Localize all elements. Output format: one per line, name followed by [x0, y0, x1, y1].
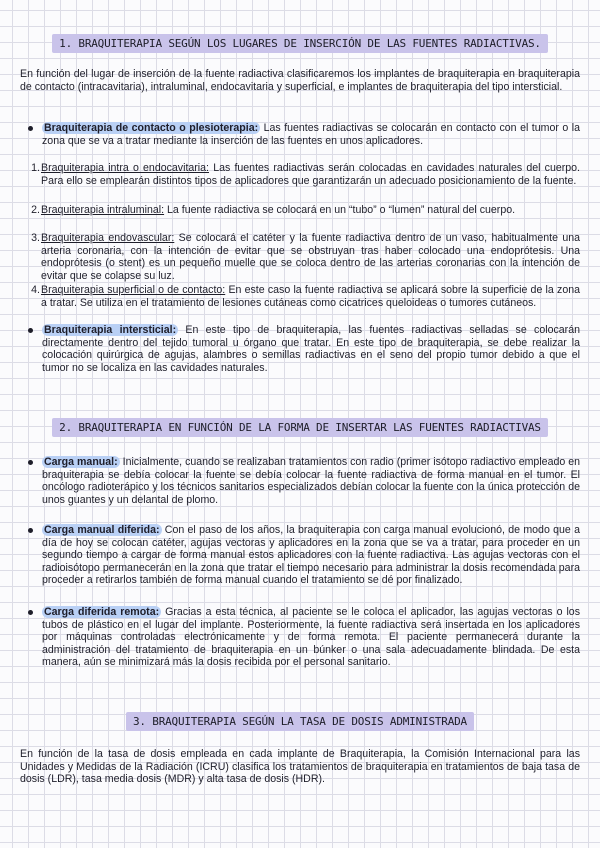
text-manual-afterloading: Con el paso de los años, la braquiterapia con carga manual evolucionó, de modo que a día de hoy se colocan catéter, agujas vectoras y aplicadores en la zona que se va a tratar, para proceder en un segundo tiempo a cargar de forma manual estos aplicadores con la fuente radiactiva. Las agujas vectoras con el radioisótopo permanecerán en la zona que tratar el tiempo necesario para administrar la dosis recomendada para proceder a retirarlos también de forma manual cuando el tratamiento se dé por finalizado.: [42, 524, 580, 587]
term-interstitial: Braquiterapia intersticial:: [44, 324, 177, 336]
term-remote-afterloading: Carga diferida remota:: [44, 606, 160, 618]
bullet-dot: [28, 528, 33, 533]
bullet-dot: [28, 328, 33, 333]
section-1-intro: En función del lugar de inserción de la fuente radiactiva clasificaremos los implantes de braquiterapia en braquiterapia de contacto (intracavitaria), intraluminal, endocavitaria y superficial, e implantes de braquiterapia del tipo intersticial.: [20, 68, 580, 93]
bullet-dot: [28, 126, 33, 131]
numbered-item-1: [20, 162, 580, 187]
item-number: 4.: [31, 284, 40, 296]
text-endovascular: Se colocará el catéter y la fuente radiactiva dentro de un vaso, habitualmente una arteria coronaria, con la intención de evitar que se obstruyan tras haber colocado una endoprótesis. Una endoprótesis (o stent) es un pequeño muelle que se coloca dentro de las arterias coronarias con la intención de evitar que se colapse su luz.: [41, 232, 581, 282]
section-3-heading-text: 3. BRAQUITERAPIA SEGÚN LA TASA DE DOSIS ADMINISTRADA: [126, 712, 474, 731]
text-intraluminal: La fuente radiactiva se colocará en un “tubo” o “lumen” natural del cuerpo.: [164, 204, 516, 216]
item-number: 3.: [31, 232, 40, 244]
text-superficial: En este caso la fuente radiactiva se aplicará sobre la superficie de la zona a tratar. Se utiliza en el tratamiento de lesiones cutáneas como cicatrices queloideas o tumores cutáneos.: [41, 284, 580, 309]
term-contact: Braquiterapia de contacto o plesioterapia:: [44, 122, 259, 134]
bullet-interstitial-brachytherapy: [20, 324, 580, 374]
section-1-heading-text: 1. BRAQUITERAPIA SEGÚN LOS LUGARES DE INSERCIÓN DE LAS FUENTES RADIACTIVAS.: [52, 34, 548, 53]
text-intracavitary: Las fuentes radiactivas serán colocadas en cavidades naturales del cuerpo. Para ello se emplearán distintos tipos de aplicadores que garantizarán un adecuado posicionamiento de la fuente.: [41, 162, 580, 187]
term-manual-afterloading: Carga manual diferida:: [44, 524, 160, 536]
section-3-heading: [0, 712, 600, 731]
term-endovascular: Braquiterapia endovascular:: [41, 232, 175, 244]
bullet-contact-brachytherapy: [20, 122, 580, 147]
section-2-heading: [0, 418, 600, 437]
bullet-dot: [28, 610, 33, 615]
text-contact: Las fuentes radiactivas se colocarán en contacto con el tumor o la zona que se va a tratar mediante la inserción de las fuentes en unos aplicadores.: [42, 122, 581, 147]
item-number: 2.: [31, 204, 40, 216]
bullet-remote-afterloading: [20, 606, 580, 669]
section-3-intro: En función de la tasa de dosis empleada en cada implante de Braquiterapia, la Comisión Internacional para las Unidades y Medidas de la Radiación (ICRU) clasifica los tratamientos de braquiterapia en tratamientos de baja tasa de dosis (LDR), tasa media dosis (MDR) y alta tasa de dosis (HDR).: [20, 748, 580, 786]
item-number: 1.: [31, 162, 40, 174]
section-2-heading-text: 2. BRAQUITERAPIA EN FUNCIÓN DE LA FORMA DE INSERTAR LAS FUENTES RADIACTIVAS: [52, 418, 548, 437]
section-1-heading: [0, 34, 600, 53]
text-remote-afterloading: Gracias a esta técnica, al paciente se le coloca el aplicador, las agujas vectoras o los tubos de plástico en el lugar del implante. Posteriormente, la fuente radiactiva será insertada en los aplicadores por máquinas controladas electrónicamente y de forma remota. El paciente permanecerá durante la administración del tratamiento de braquiterapia en un búnker o una sala adecuadamente blindada. De esta manera, aún se minimizará más la dosis recibida por el personal sanitario.: [42, 606, 581, 669]
numbered-item-2: [20, 204, 580, 217]
text-interstitial: En este tipo de braquiterapia, las fuentes radiactivas selladas se colocarán directamente dentro del tejido tumoral u órgano que tratar. En este tipo de braquiterapia, se debe realizar la colocación quirúrgica de agujas, alambres o semillas radiactivas en el seno del propio tumor debido a que el tumor no se localiza en las cavidades naturales.: [42, 324, 580, 374]
term-superficial: Braquiterapia superficial o de contacto:: [41, 284, 226, 296]
bullet-manual-afterloading: [20, 524, 580, 587]
term-intracavitary: Braquiterapia intra o endocavitaria:: [41, 162, 210, 174]
text-manual-loading: Inicialmente, cuando se realizaban tratamientos con radio (primer isótopo radiactivo empleado en braquiterapia se debía colocar la fuente se debía colocar la fuente radiactiva de forma manual en el tumor. El oncólogo radioterápico y los técnicos sanitarios especializados debían colocar la fuente con la única protección de unos guantes y un delantal de plomo.: [42, 456, 581, 506]
numbered-item-4: [20, 284, 580, 309]
term-intraluminal: Braquiterapia intraluminal:: [41, 204, 165, 216]
bullet-dot: [28, 460, 33, 465]
bullet-manual-loading: [20, 456, 580, 506]
numbered-item-3: [20, 232, 580, 282]
term-manual-loading: Carga manual:: [44, 456, 118, 468]
